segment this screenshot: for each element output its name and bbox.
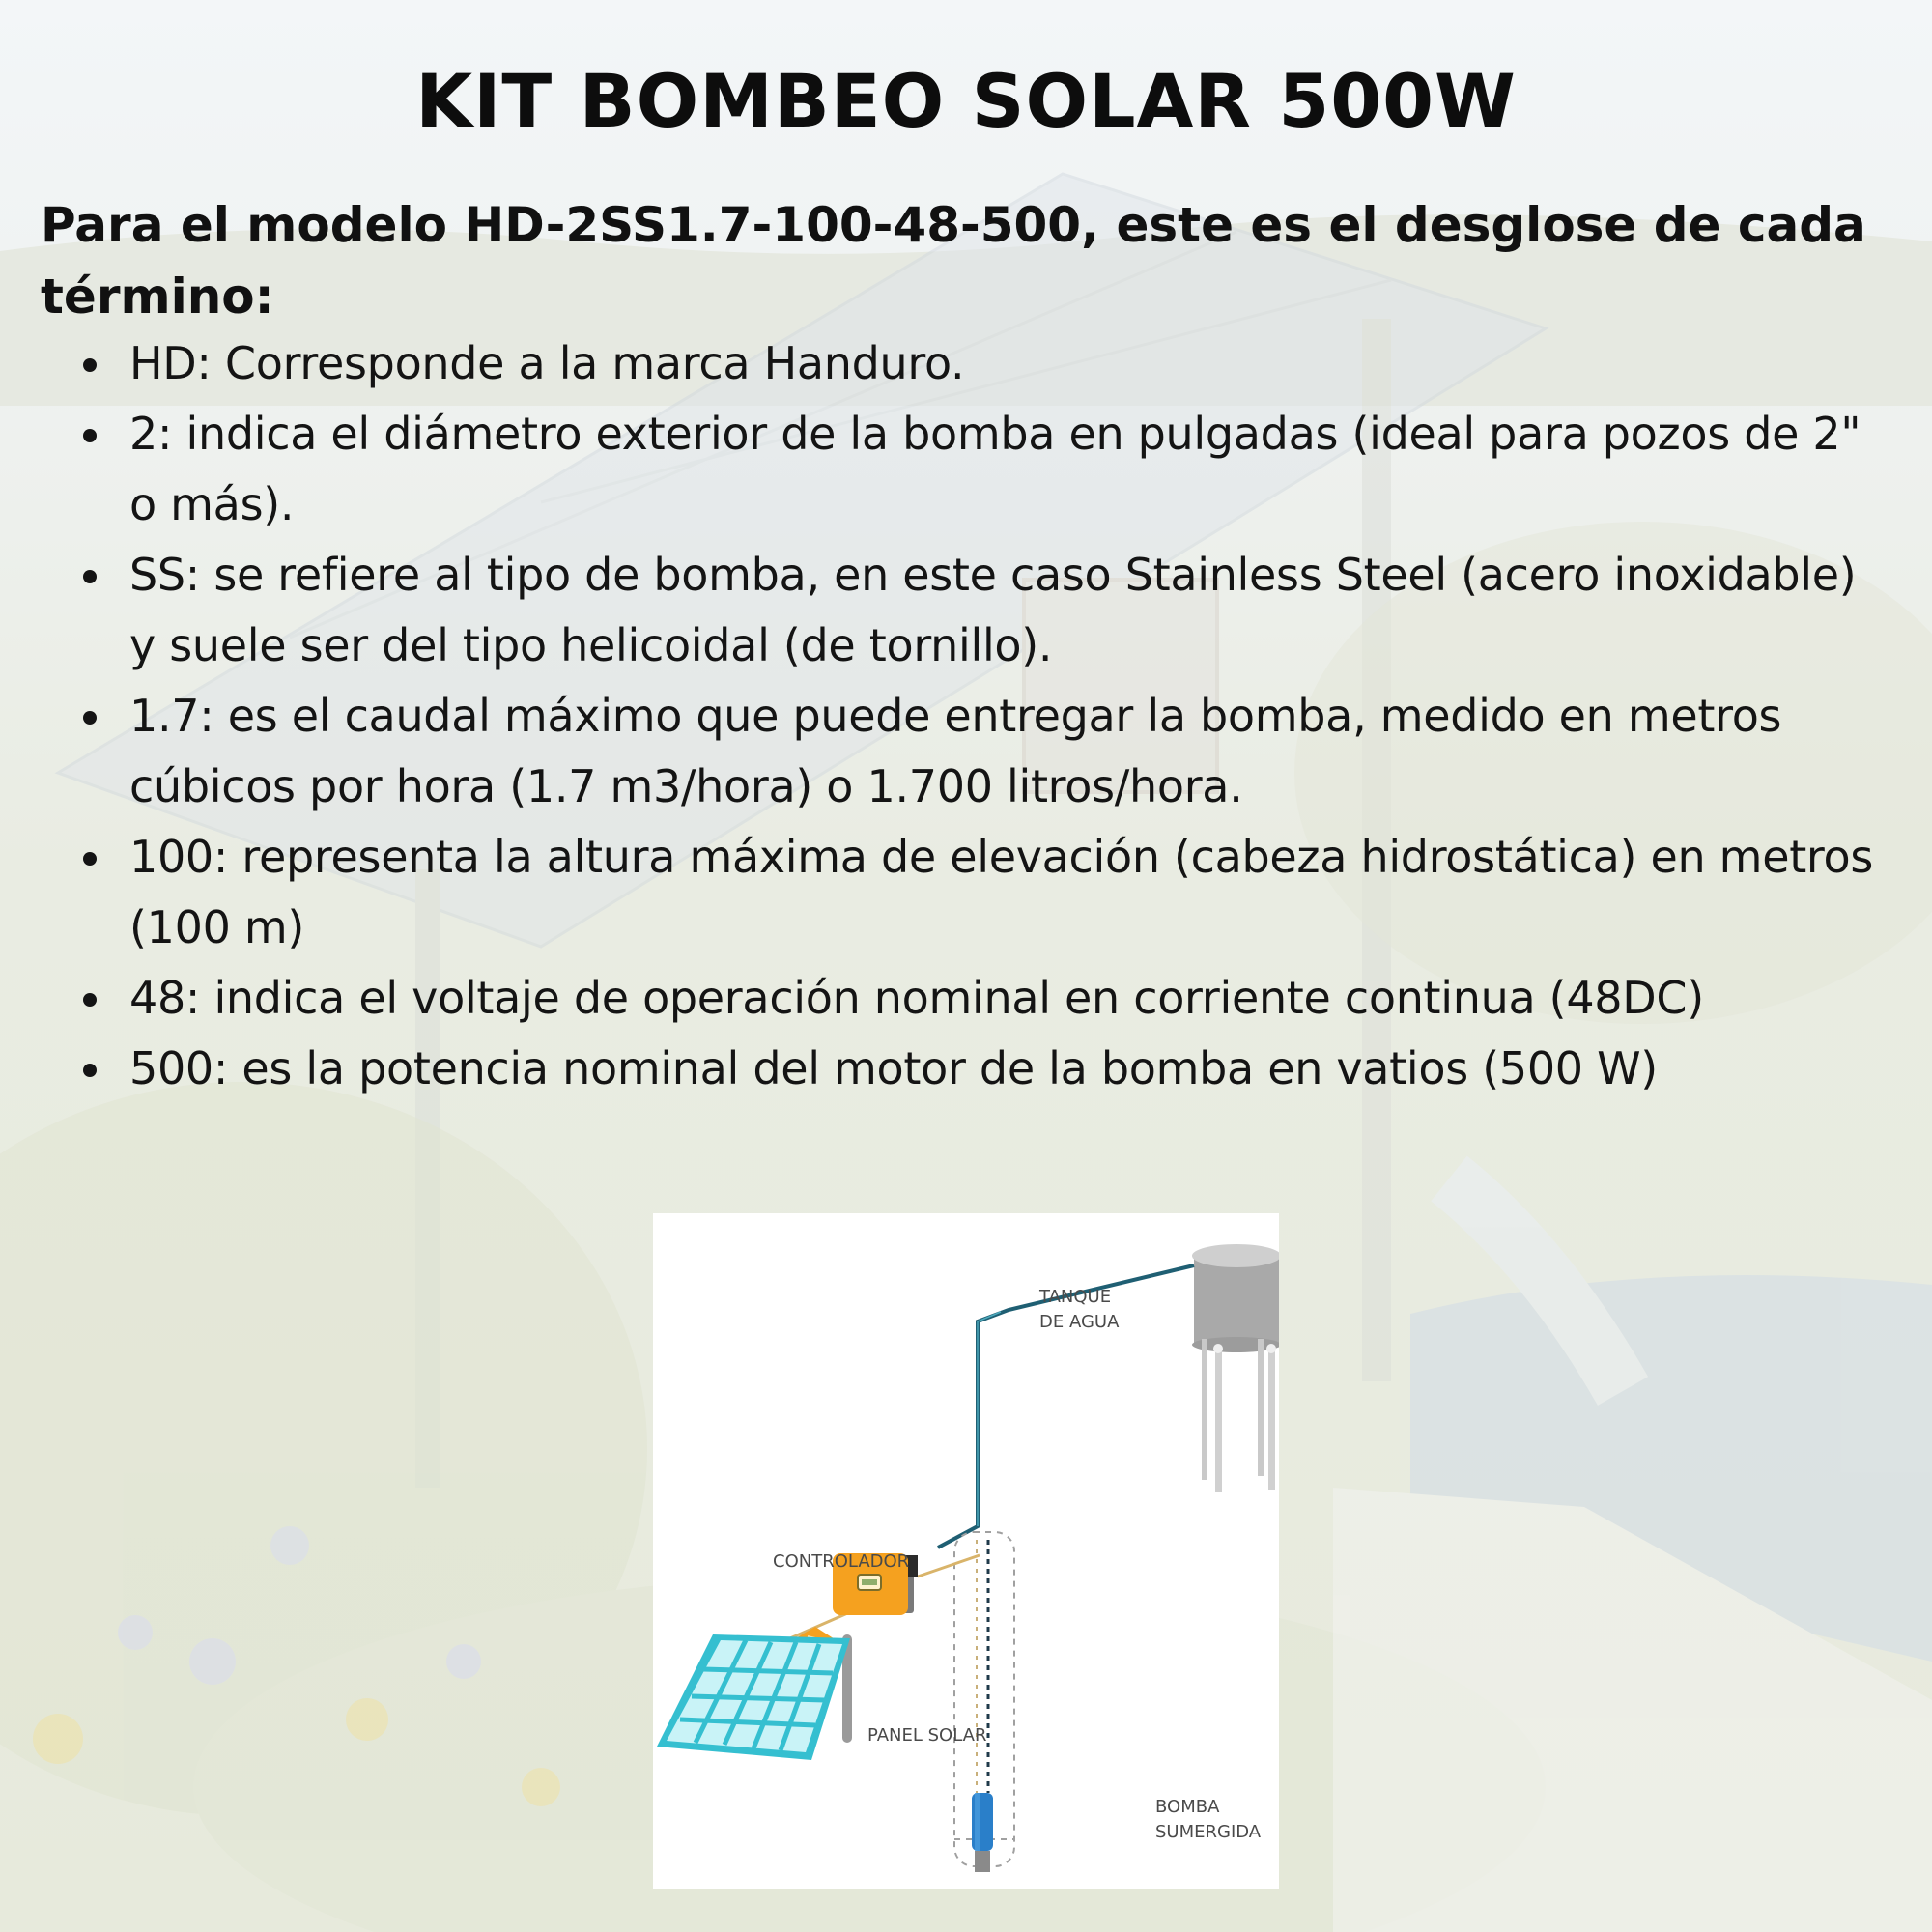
term-text: 2: indica el diámetro exterior de la bomba en pulgadas (ideal para pozos de 2" o más).: [129, 408, 1861, 530]
bullet-icon: [83, 852, 97, 866]
term-item: [41, 681, 1895, 822]
bullet-icon: [83, 570, 97, 583]
term-item: [41, 399, 1895, 540]
term-text: 500: es la potencia nominal del motor de la bomba en vatios (500 W): [129, 1042, 1658, 1094]
controller-label: CONTROLADOR: [773, 1551, 910, 1572]
bullet-icon: [83, 993, 97, 1007]
term-text: 1.7: es el caudal máximo que puede entregar la bomba, medido en metros cúbicos por hora (1.7 m3/hora) o 1.700 litros/hora.: [129, 690, 1782, 812]
tank-label-line1: TANQUE: [1039, 1287, 1112, 1307]
term-item: [41, 1034, 1895, 1104]
water-tank-icon: [1192, 1244, 1279, 1492]
bullet-icon: [83, 1064, 97, 1077]
tank-label-line2: DE AGUA: [1039, 1312, 1120, 1332]
term-text: HD: Corresponde a la marca Handuro.: [129, 337, 965, 389]
term-item: [41, 822, 1895, 963]
term-text: 48: indica el voltaje de operación nominal en corriente continua (48DC): [129, 972, 1704, 1024]
pump-label-line1: BOMBA: [1155, 1797, 1220, 1817]
submersible-pump-icon: [972, 1793, 993, 1872]
tank-label: [1039, 1285, 1119, 1335]
term-item: [41, 328, 1895, 399]
intro-heading: Para el modelo HD-2SS1.7-100-48-500, este es el desglose de cada término:: [41, 197, 1866, 325]
page-title: KIT BOMBEO SOLAR 500W: [415, 58, 1517, 144]
solar-panel-icon: [657, 1634, 850, 1760]
bullet-icon: [83, 358, 97, 372]
power-wire: [918, 1555, 980, 1577]
pump-label-line2: SUMERGIDA: [1155, 1822, 1262, 1842]
term-item: [41, 540, 1895, 681]
term-text: SS: se refiere al tipo de bomba, en este caso Stainless Steel (acero inoxidable) y suele ser del tipo helicoidal (de tornillo).: [129, 549, 1857, 671]
bullet-icon: [83, 711, 97, 724]
term-item: [41, 963, 1895, 1034]
bullet-icon: [83, 429, 97, 442]
solar-pumping-diagram: [653, 1213, 1279, 1889]
pump-label: [1155, 1795, 1261, 1845]
panel-label: PANEL SOLAR: [867, 1725, 987, 1746]
term-list: [41, 328, 1895, 1104]
term-text: 100: representa la altura máxima de elevación (cabeza hidrostática) en metros (100 m): [129, 831, 1874, 953]
